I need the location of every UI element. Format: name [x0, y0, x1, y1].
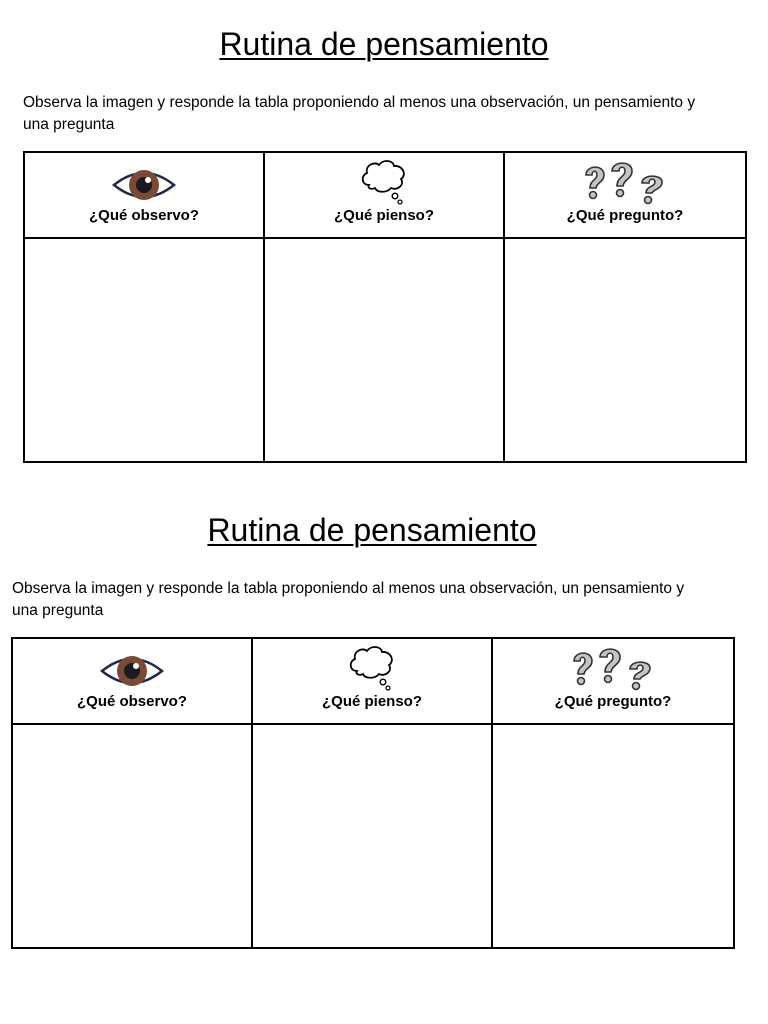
answer-cell-pienso[interactable]: [252, 724, 492, 948]
column-header-pienso: [252, 638, 492, 724]
question-marks-icon: [582, 161, 668, 205]
answer-cell-observo[interactable]: [12, 724, 252, 948]
column-label: ¿Qué pregunto?: [566, 207, 684, 224]
routine-section-2: [0, 486, 768, 966]
instructions: [23, 92, 763, 136]
column-header-pienso: [264, 152, 504, 238]
table-answer-row: [12, 724, 734, 948]
instructions-line-2: una pregunta: [12, 602, 104, 619]
routine-table: [23, 151, 747, 463]
answer-cell-pregunto[interactable]: [504, 238, 746, 462]
column-label: ¿Qué pregunto?: [554, 693, 672, 710]
column-header-pregunto: [504, 152, 746, 238]
thought-bubble-icon: [359, 157, 409, 205]
eye-icon: [100, 651, 164, 691]
column-label: ¿Qué observo?: [76, 693, 188, 710]
question-marks-icon: [570, 647, 656, 691]
page-title: Rutina de pensamiento: [207, 512, 537, 548]
table-answer-row: [24, 238, 746, 462]
routine-table: [11, 637, 735, 949]
table-header-row: [24, 152, 746, 238]
instructions: [12, 578, 752, 622]
column-header-pregunto: [492, 638, 734, 724]
answer-cell-pregunto[interactable]: [492, 724, 734, 948]
column-label: ¿Qué pienso?: [333, 207, 434, 224]
routine-section-1: [0, 0, 768, 480]
eye-icon: [112, 165, 176, 205]
thought-bubble-icon: [347, 643, 397, 691]
instructions-line-1: Observa la imagen y responde la tabla proponiendo al menos una observación, un pensamiento y: [12, 580, 685, 597]
column-header-observo: [24, 152, 264, 238]
instructions-line-1: Observa la imagen y responde la tabla proponiendo al menos una observación, un pensamiento y: [23, 94, 696, 111]
answer-cell-observo[interactable]: [24, 238, 264, 462]
column-header-observo: [12, 638, 252, 724]
table-header-row: [12, 638, 734, 724]
page-title: Rutina de pensamiento: [219, 26, 549, 62]
column-label: ¿Qué observo?: [88, 207, 200, 224]
column-label: ¿Qué pienso?: [321, 693, 422, 710]
answer-cell-pienso[interactable]: [264, 238, 504, 462]
instructions-line-2: una pregunta: [23, 116, 115, 133]
